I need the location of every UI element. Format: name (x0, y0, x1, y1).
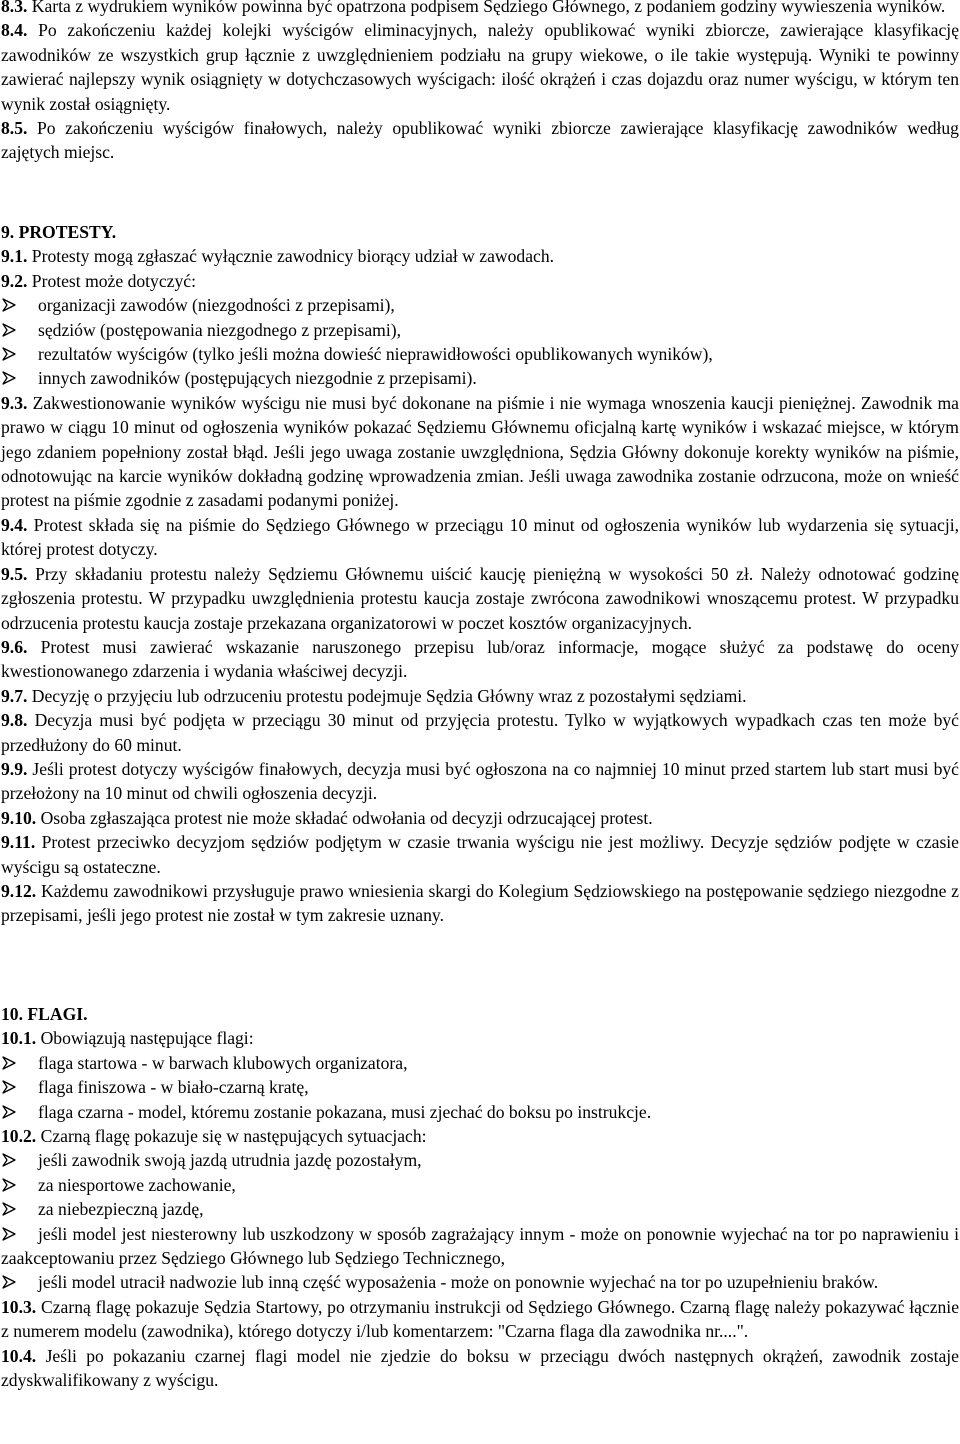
paragraph-text: Karta z wydrukiem wyników powinna być opatrzona podpisem Sędziego Głównego, z podaniem godziny wywieszenia wyników. (31, 0, 946, 16)
paragraph-number: 9.2. (1, 270, 28, 291)
paragraph-text: Jeśli protest dotyczy wyścigów finałowych, decyzja musi być ogłoszona na co najmniej 10 minut przed startem lub start musi być przełożony na 10 minut od chwili ogłoszenia decyzji. (1, 758, 959, 804)
protest-subjects-list (1, 293, 959, 391)
paragraph-text: Przy składaniu protestu należy Sędziemu Głównemu uiścić kaucję pieniężną w wysokości 50 zł. Należy odnotować godzinę zgłoszenia protestu. W przypadku uwzględnienia protestu kaucja zostaje zwrócona zawodnikowi wnoszącemu protest. W przypadku odrzucenia protestu kaucja zostaje przekazana organizatorowi w poczet kosztów organizacyjnych. (1, 563, 960, 633)
arrow-bullet-icon (2, 1178, 16, 1192)
paragraph-8-3 (1, 0, 959, 18)
paragraph-9-2 (1, 269, 959, 293)
paragraph-number: 9.10. (1, 807, 37, 828)
paragraph-10-4 (1, 1344, 959, 1393)
paragraph-number: 9.9. (1, 758, 28, 779)
paragraph-10-1 (1, 1026, 959, 1050)
paragraph-number: 10.1. (1, 1028, 37, 1049)
paragraph-number: 9.5. (1, 563, 28, 584)
paragraph-number: 8.5. (1, 118, 28, 139)
paragraph-number: 10.4. (1, 1345, 37, 1366)
arrow-bullet-icon (2, 1105, 16, 1119)
paragraph-number: 9.8. (1, 710, 28, 731)
paragraph-text: Protest musi zawierać wskazanie naruszonego przepisu lub/oraz informacje, mogące służyć za podstawę do oceny kwestionowanego zdarzenia i wydania właściwej decyzji. (1, 636, 959, 682)
section-heading-9: 9. PROTESTY. (1, 222, 117, 242)
paragraph-9-11 (1, 830, 959, 879)
arrow-bullet-icon (2, 1227, 16, 1241)
paragraph-9-5 (1, 562, 959, 635)
paragraph-number: 9.3. (1, 392, 28, 413)
flags-list (1, 1051, 959, 1124)
paragraph-9-8 (1, 708, 959, 757)
list-item: jeśli model utracił nadwozie lub inną część wyposażenia - może on ponownie wyjechać na tor po uzupełnieniu braków. (1, 1270, 959, 1294)
paragraph-text: Zakwestionowanie wyników wyścigu nie musi być dokonane na piśmie i nie wymaga wnoszenia kaucji pieniężnej. Zawodnik ma prawo w ciągu 10 minut od ogłoszenia wyników pokazać Sędziemu Głównemu oficjalną kartę wyników i wskazać miejsce, w którym jego zdaniem popełniony został błąd. Jeśli jego uwaga zostanie uwzględniona, Sędzia Główny dokonuje korekty wyników na piśmie, odnotowując na karcie wyników dokładną godzinę wprowadzenia zmian. Jeśli uwaga zawodnika zostanie odrzucona, może on wnieść protest na piśmie zgodnie z zasadami podanymi poniżej. (1, 392, 959, 511)
arrow-bullet-icon (2, 1202, 16, 1216)
black-flag-situations-list (1, 1148, 959, 1294)
paragraph-8-5 (1, 116, 959, 165)
paragraph-number: 8.4. (1, 20, 28, 41)
list-item: jeśli zawodnik swoją jazdą utrudnia jazdę pozostałym, (1, 1148, 959, 1172)
paragraph-10-2 (1, 1124, 959, 1148)
arrow-bullet-icon (2, 1080, 16, 1094)
paragraph-9-9 (1, 757, 959, 806)
paragraph-8-4 (1, 18, 959, 116)
list-item: rezultatów wyścigów (tylko jeśli można dowieść nieprawidłowości opublikowanych wyników), (1, 342, 959, 366)
arrow-bullet-icon (2, 298, 16, 312)
arrow-bullet-icon (2, 371, 16, 385)
section-heading-10: 10. FLAGI. (1, 1004, 88, 1024)
paragraph-text: Czarną flagę pokazuje się w następujących sytuacjach: (40, 1126, 427, 1147)
arrow-bullet-icon (2, 1056, 16, 1070)
list-item: innych zawodników (postępujących niezgodnie z przepisami). (1, 366, 959, 390)
paragraph-text: Protest może dotyczyć: (31, 270, 196, 291)
paragraph-number: 9.12. (1, 880, 37, 901)
list-item: jeśli model jest niesterowny lub uszkodzony w sposób zagrażający innym - może on ponownie wyjechać na tor po naprawieniu i zaakceptowaniu przez Sędziego Głównego lub Sędziego Technicznego, (1, 1223, 959, 1269)
paragraph-number: 9.1. (1, 246, 28, 267)
paragraph-number: 8.3. (1, 0, 28, 16)
section-8-continued (0, 0, 960, 165)
paragraph-text: Jeśli po pokazaniu czarnej flagi model nie zjedzie do boksu w przeciągu dwóch następnych okrążeń, zawodnik zostaje zdyskwalifikowany z wyścigu. (1, 1345, 959, 1391)
paragraph-number: 10.2. (1, 1126, 37, 1147)
list-item: flaga startowa - w barwach klubowych organizatora, (1, 1051, 959, 1075)
list-item: organizacji zawodów (niezgodności z przepisami), (1, 293, 959, 317)
paragraph-9-10 (1, 806, 959, 830)
paragraph-text: Protesty mogą zgłaszać wyłącznie zawodnicy biorący udział w zawodach. (31, 246, 555, 267)
arrow-bullet-icon (2, 323, 16, 337)
paragraph-10-3 (1, 1295, 959, 1344)
paragraph-9-12 (1, 879, 959, 928)
section-9-protests (0, 220, 960, 928)
paragraph-9-7 (1, 684, 959, 708)
paragraph-text: Po zakończeniu każdej kolejki wyścigów eliminacyjnych, należy opublikować wyniki zbiorcze, zawierające klasyfikację zawodników ze wszystkich grup łącznie z uwzględnieniem podziału na grupy wiekowe, o ile takie występują. Wyniki te powinny zawierać najlepszy wynik osiągnięty w dotychczasowych wyścigach: ilość okrążeń i czas dojazdu oraz numer wyścigu, w którym ten wynik został osiągnięty. (1, 20, 959, 114)
paragraph-text: Po zakończeniu wyścigów finałowych, należy opublikować wyniki zbiorcze zawierające klasyfikację zawodników według zajętych miejsc. (1, 118, 959, 163)
paragraph-text: Protest składa się na piśmie do Sędziego Głównego w przeciągu 10 minut od ogłoszenia wyników lub wydarzenia się sytuacji, której protest dotyczy. (1, 514, 959, 560)
list-item: sędziów (postępowania niezgodnego z przepisami), (1, 318, 959, 342)
paragraph-text: Obowiązują następujące flagi: (40, 1028, 254, 1049)
list-item: za niesportowe zachowanie, (1, 1173, 959, 1197)
paragraph-text: Czarną flagę pokazuje Sędzia Startowy, po otrzymaniu instrukcji od Sędziego Głównego. Czarną flagę należy pokazywać łącznie z numerem modelu (zawodnika), którego dotyczy i/lub komentarzem: "Czarna flaga dla zawodnika nr....". (1, 1296, 959, 1342)
list-item: flaga finiszowa - w biało-czarną kratę, (1, 1075, 959, 1099)
paragraph-9-3 (1, 391, 959, 513)
section-10-flags (0, 1002, 960, 1393)
paragraph-text: Każdemu zawodnikowi przysługuje prawo wniesienia skargi do Kolegium Sędziowskiego na postępowanie sędziego niezgodne z przepisami, jeśli jego protest nie został w tym zakresie uznany. (1, 880, 959, 926)
paragraph-text: Decyzję o przyjęciu lub odrzuceniu protestu podejmuje Sędzia Główny wraz z pozostałymi sędziami. (31, 685, 747, 706)
paragraph-text: Decyzja musi być podjęta w przeciągu 30 minut od przyjęcia protestu. Tylko w wyjątkowych wypadkach czas ten może być przedłużony do 60 minut. (1, 710, 959, 755)
list-item: flaga czarna - model, któremu zostanie pokazana, musi zjechać do boksu po instrukcje. (1, 1100, 959, 1124)
paragraph-number: 9.6. (1, 636, 28, 657)
paragraph-9-1 (1, 244, 959, 268)
paragraph-text: Protest przeciwko decyzjom sędziów podjętym w czasie trwania wyścigu nie jest możliwy. Decyzje sędziów podjęte w czasie wyścigu są ostateczne. (1, 832, 959, 877)
paragraph-number: 9.11. (1, 832, 36, 853)
arrow-bullet-icon (2, 1153, 16, 1167)
list-item: za niebezpieczną jazdę, (1, 1197, 959, 1221)
paragraph-number: 9.4. (1, 514, 28, 535)
paragraph-number: 10.3. (1, 1296, 37, 1317)
arrow-bullet-icon (2, 347, 16, 361)
paragraph-9-4 (1, 513, 959, 562)
paragraph-9-6 (1, 635, 959, 684)
arrow-bullet-icon (2, 1275, 16, 1289)
paragraph-number: 9.7. (1, 685, 28, 706)
paragraph-text: Osoba zgłaszająca protest nie może składać odwołania od decyzji odrzucającej protest. (40, 807, 653, 828)
